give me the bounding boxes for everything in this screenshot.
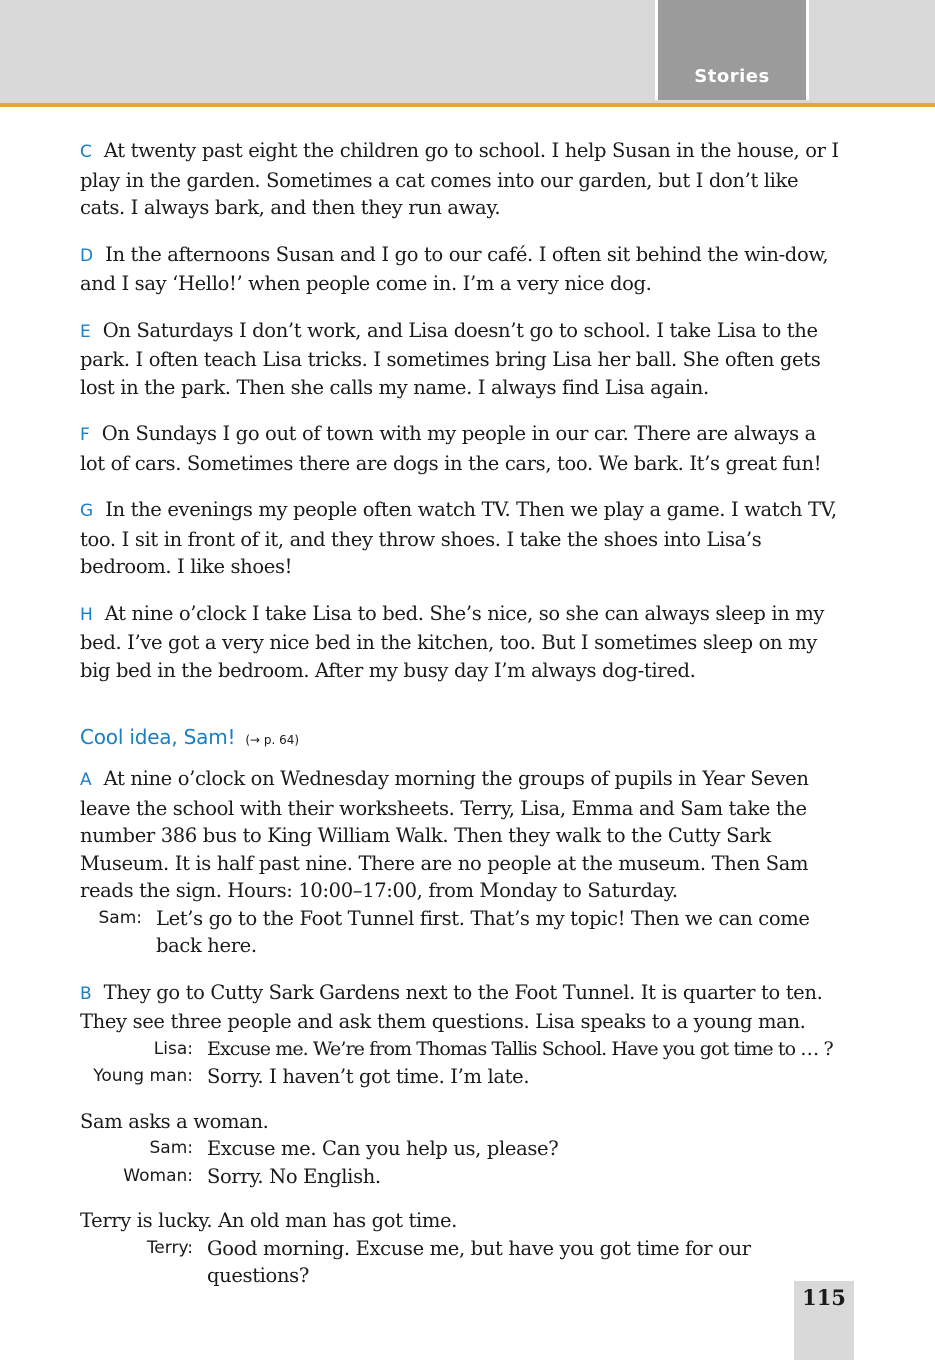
- speech-text: Sorry. No English.: [207, 1164, 381, 1188]
- paragraph-letter: F: [80, 425, 90, 445]
- paragraph-a: [80, 765, 845, 960]
- story-title-text: Cool idea, Sam!: [80, 725, 236, 749]
- paragraph-text: On Saturdays I don’t work, and Lisa doesn’t go to school. I take Lisa to the park. I often teach Lisa tricks. I sometimes bring Lisa her ball. She often gets lost in the park. Then she calls my name. I always find Lisa again.: [80, 318, 821, 399]
- narration-line: Terry is lucky. An old man has got time.: [80, 1209, 458, 1232]
- paragraph-letter: D: [80, 245, 94, 266]
- speaker-label: Young man:: [93, 1066, 193, 1086]
- paragraph-b: [80, 979, 845, 1290]
- header-rule: [0, 103, 935, 107]
- paragraph-c: [80, 137, 845, 222]
- speech-text: Excuse me. Can you help us, please?: [207, 1137, 559, 1160]
- page-number: 115: [802, 1285, 846, 1310]
- dialog-line: [80, 1235, 845, 1290]
- speech-text: Let’s go to the Foot Tunnel first. That’s my topic! Then we can come back here.: [156, 906, 810, 957]
- paragraph-d: [80, 241, 845, 298]
- paragraph-h: [80, 600, 845, 685]
- paragraph-a-narration: [80, 765, 845, 905]
- speech-text: Good morning. Excuse me, but have you got time for our questions?: [207, 1236, 751, 1287]
- page-reference: (→ p. 64): [245, 733, 300, 747]
- paragraph-text: At twenty past eight the children go to school. I help Susan in the house, or I play in the garden. Sometimes a cat comes into our garden, but I don’t like cats. I always bark, and then they run away.: [80, 139, 839, 219]
- paragraph-text: On Sundays I go out of town with my people in our car. There are always a lot of cars. Sometimes there are dogs in the cars, too. We bark. It’s great fun!: [80, 422, 822, 475]
- paragraph-text: They go to Cutty Sark Gardens next to the Foot Tunnel. It is quarter to ten. They see three people and ask them questions. Lisa speaks to a young man.: [80, 980, 823, 1033]
- paragraph-text: In the afternoons Susan and I go to our café. I often sit behind the win-dow, and I say ‘Hello!’ when people come in. I’m a very nice dog.: [80, 242, 829, 295]
- paragraph-f: [80, 420, 845, 477]
- section-tab: [655, 0, 809, 100]
- speaker-label: Sam:: [98, 907, 142, 928]
- narration-line: Sam asks a woman.: [80, 1109, 269, 1133]
- paragraph-b-narration: [80, 979, 845, 1036]
- page-content: [80, 137, 845, 1290]
- paragraph-letter: H: [80, 604, 93, 625]
- paragraph-text: At nine o’clock I take Lisa to bed. She’s nice, so she can always sleep in my bed. I’ve got a very nice bed in the kitchen, too. But I sometimes sleep on my big bed in the bedroom. After my busy day I’m always dog-tired.: [80, 601, 825, 682]
- paragraph-e: [80, 317, 845, 402]
- paragraph-letter: E: [80, 321, 91, 342]
- paragraph-letter: B: [80, 983, 92, 1004]
- paragraph-letter: G: [80, 501, 94, 521]
- dialog-line: [80, 1063, 845, 1091]
- dialog-line: [80, 905, 845, 960]
- dialog-line: [80, 1135, 845, 1163]
- speaker-label: Lisa:: [153, 1038, 193, 1059]
- page-number-box: [794, 1281, 854, 1360]
- paragraph-letter: C: [80, 142, 92, 162]
- speech-text: Sorry. I haven’t got time. I’m late.: [207, 1065, 530, 1088]
- paragraph-text: At nine o’clock on Wednesday morning the groups of pupils in Year Seven leave the school with their worksheets. Terry, Lisa, Emma and Sam take the number 386 bus to King William Walk. Then they walk to the Cutty Sark Museum. It is half past nine. There are no people at the museum. Then Sam reads the sign. Hours: 10:00–17:00, from Monday to Saturday.: [80, 767, 809, 902]
- story-title: [80, 723, 845, 754]
- dialog-line: [80, 1163, 845, 1191]
- speech-text: Excuse me. We’re from Thomas Tallis School. Have you got time to … ?: [207, 1037, 833, 1060]
- section-tab-label: Stories: [694, 66, 770, 87]
- speaker-label: Sam:: [149, 1138, 193, 1158]
- speaker-label: Woman:: [123, 1165, 193, 1186]
- paragraph-text: In the evenings my people often watch TV. Then we play a game. I watch TV, too. I sit in front of it, and they throw shoes. I take the shoes into Lisa’s bedroom. I like shoes!: [80, 498, 837, 578]
- paragraph-letter: A: [80, 770, 92, 790]
- dialog-line: [80, 1036, 845, 1064]
- paragraph-g: [80, 496, 845, 581]
- speaker-label: Terry:: [146, 1237, 193, 1258]
